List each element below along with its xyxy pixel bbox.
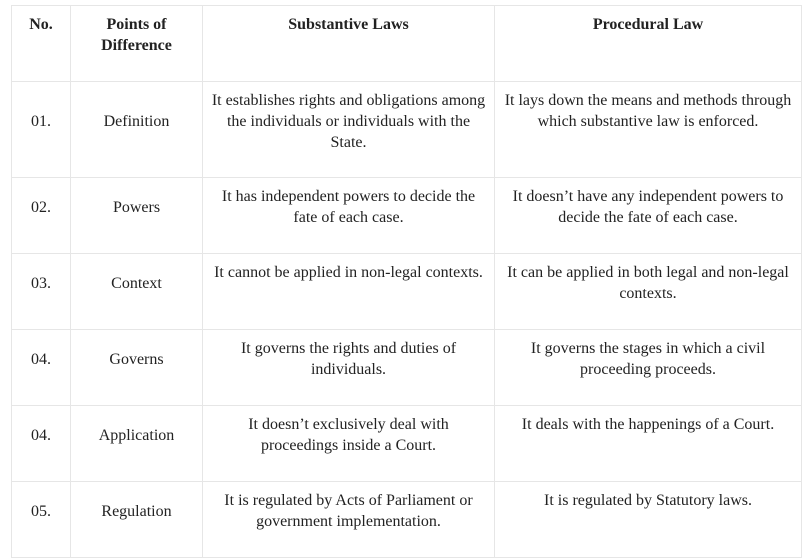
cell-point: Application (71, 406, 203, 482)
header-row (12, 6, 802, 82)
cell-no: 02. (12, 178, 71, 254)
header-substantive: Substantive Laws (203, 6, 495, 82)
cell-substantive: It doesn’t exclusively deal with proceedings inside a Court. (203, 406, 495, 482)
comparison-table (11, 5, 802, 558)
cell-no: 03. (12, 254, 71, 330)
header-procedural: Procedural Law (495, 6, 802, 82)
table-row (12, 482, 802, 558)
table-row (12, 254, 802, 330)
cell-procedural: It lays down the means and methods through which substantive law is enforced. (495, 82, 802, 178)
cell-substantive: It cannot be applied in non-legal contexts. (203, 254, 495, 330)
cell-point: Definition (71, 82, 203, 178)
cell-point: Governs (71, 330, 203, 406)
table-row (12, 330, 802, 406)
cell-point: Powers (71, 178, 203, 254)
cell-procedural: It is regulated by Statutory laws. (495, 482, 802, 558)
cell-point: Regulation (71, 482, 203, 558)
cell-procedural: It deals with the happenings of a Court. (495, 406, 802, 482)
cell-procedural: It governs the stages in which a civil proceeding proceeds. (495, 330, 802, 406)
cell-substantive: It establishes rights and obligations among the individuals or individuals with the State. (203, 82, 495, 178)
header-points: Points of Difference (71, 6, 203, 82)
cell-no: 04. (12, 406, 71, 482)
cell-no: 01. (12, 82, 71, 178)
table-row (12, 406, 802, 482)
cell-substantive: It has independent powers to decide the fate of each case. (203, 178, 495, 254)
header-no: No. (12, 6, 71, 82)
cell-substantive: It is regulated by Acts of Parliament or government implementation. (203, 482, 495, 558)
cell-point: Context (71, 254, 203, 330)
table-row (12, 82, 802, 178)
cell-substantive: It governs the rights and duties of individuals. (203, 330, 495, 406)
cell-no: 05. (12, 482, 71, 558)
table-row (12, 178, 802, 254)
cell-procedural: It can be applied in both legal and non-legal contexts. (495, 254, 802, 330)
cell-procedural: It doesn’t have any independent powers to decide the fate of each case. (495, 178, 802, 254)
cell-no: 04. (12, 330, 71, 406)
